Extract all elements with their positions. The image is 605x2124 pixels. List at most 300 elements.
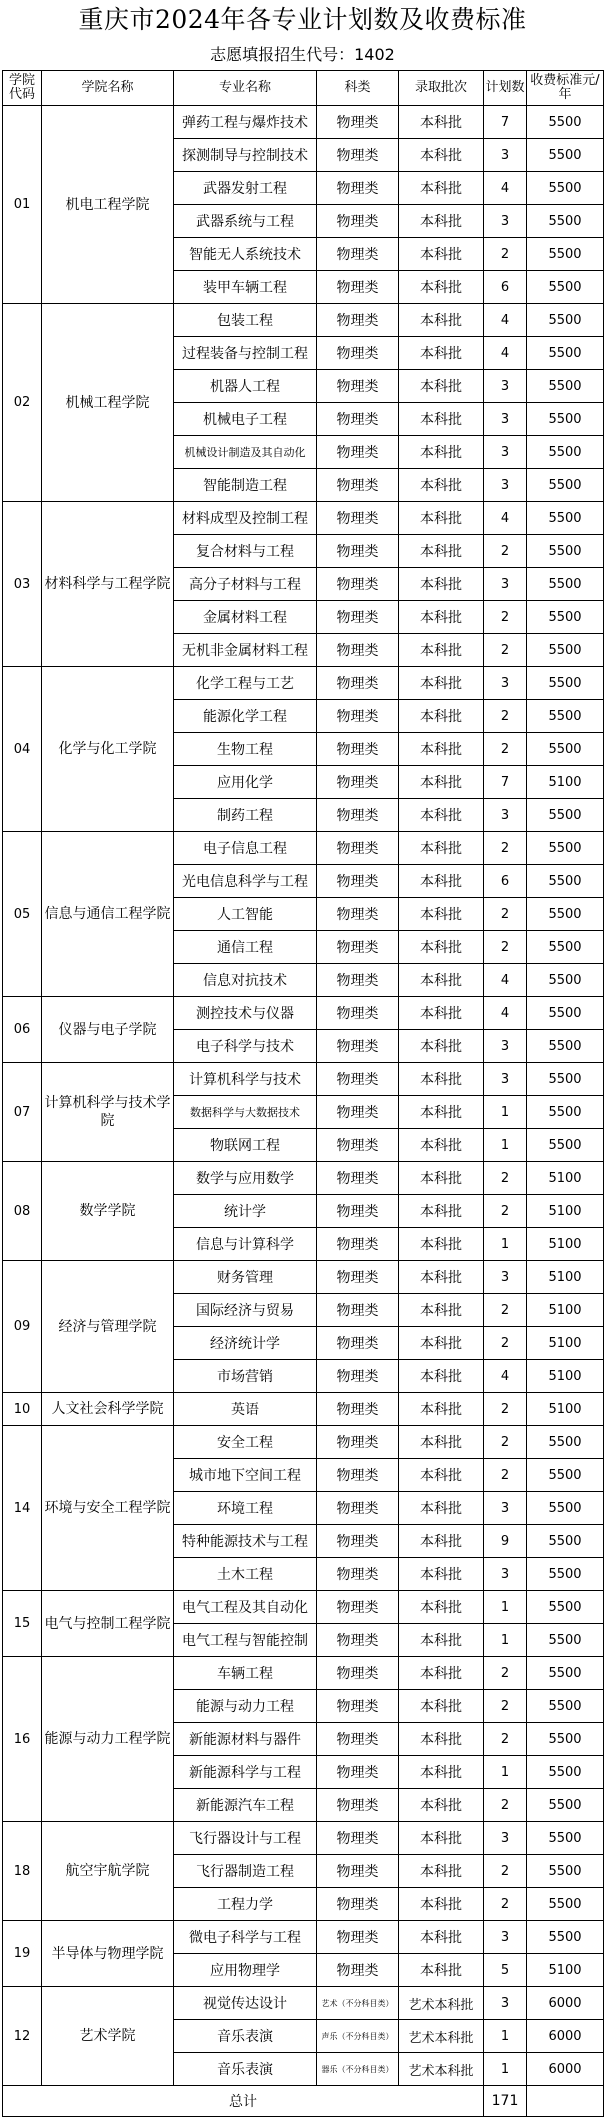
major-name: 经济统计学 xyxy=(174,1327,317,1360)
fee: 5500 xyxy=(527,469,604,502)
plan-count: 2 xyxy=(484,1393,527,1426)
college-code: 15 xyxy=(3,1591,42,1657)
category: 物理类 xyxy=(317,799,399,832)
major-name: 音乐表演 xyxy=(174,2053,317,2086)
plan-count: 1 xyxy=(484,1228,527,1261)
fee: 6000 xyxy=(527,2020,604,2053)
fee: 5500 xyxy=(527,667,604,700)
fee: 5500 xyxy=(527,964,604,997)
plan-count: 2 xyxy=(484,931,527,964)
plan-count: 3 xyxy=(484,1822,527,1855)
category: 物理类 xyxy=(317,601,399,634)
batch: 艺术本科批 xyxy=(399,1987,484,2020)
major-name: 新能源科学与工程 xyxy=(174,1756,317,1789)
category: 物理类 xyxy=(317,766,399,799)
category: 物理类 xyxy=(317,1492,399,1525)
batch: 本科批 xyxy=(399,370,484,403)
college-code: 01 xyxy=(3,106,42,304)
category: 物理类 xyxy=(317,1129,399,1162)
batch: 本科批 xyxy=(399,1195,484,1228)
batch: 本科批 xyxy=(399,1657,484,1690)
major-name: 智能制造工程 xyxy=(174,469,317,502)
major-name: 计算机科学与技术 xyxy=(174,1063,317,1096)
batch: 本科批 xyxy=(399,1426,484,1459)
fee: 5500 xyxy=(527,1492,604,1525)
category: 物理类 xyxy=(317,1624,399,1657)
fee: 5100 xyxy=(527,1327,604,1360)
plan-count: 2 xyxy=(484,700,527,733)
plan-count: 2 xyxy=(484,238,527,271)
major-name: 化学工程与工艺 xyxy=(174,667,317,700)
batch: 本科批 xyxy=(399,799,484,832)
plan-count: 3 xyxy=(484,568,527,601)
batch: 本科批 xyxy=(399,271,484,304)
fee: 5500 xyxy=(527,172,604,205)
plan-count: 1 xyxy=(484,1624,527,1657)
table-row xyxy=(3,997,604,1030)
document-subtitle: 志愿填报招生代号：1402 xyxy=(210,45,395,64)
plan-count: 3 xyxy=(484,667,527,700)
plan-count: 2 xyxy=(484,832,527,865)
fee: 6000 xyxy=(527,2053,604,2086)
category: 物理类 xyxy=(317,1888,399,1921)
category: 物理类 xyxy=(317,832,399,865)
category: 物理类 xyxy=(317,1228,399,1261)
major-name: 装甲车辆工程 xyxy=(174,271,317,304)
plan-count: 1 xyxy=(484,1756,527,1789)
category: 物理类 xyxy=(317,1921,399,1954)
fee: 5500 xyxy=(527,1822,604,1855)
category: 物理类 xyxy=(317,469,399,502)
plan-count: 3 xyxy=(484,1558,527,1591)
major-name: 通信工程 xyxy=(174,931,317,964)
major-name: 过程装备与控制工程 xyxy=(174,337,317,370)
college-name: 经济与管理学院 xyxy=(42,1261,174,1393)
plan-count: 3 xyxy=(484,1492,527,1525)
plan-count: 4 xyxy=(484,1360,527,1393)
plan-count: 2 xyxy=(484,535,527,568)
fee: 5500 xyxy=(527,238,604,271)
batch: 本科批 xyxy=(399,1525,484,1558)
plan-count: 4 xyxy=(484,964,527,997)
category: 物理类 xyxy=(317,1855,399,1888)
table-row xyxy=(3,1426,604,1459)
fee: 6000 xyxy=(527,1987,604,2020)
college-code: 05 xyxy=(3,832,42,997)
plan-count: 5 xyxy=(484,1954,527,1987)
category: 物理类 xyxy=(317,700,399,733)
fee: 5500 xyxy=(527,1888,604,1921)
category: 物理类 xyxy=(317,1789,399,1822)
major-name: 机械电子工程 xyxy=(174,403,317,436)
total-row xyxy=(3,2086,604,2117)
fee: 5100 xyxy=(527,1294,604,1327)
college-name: 人文社会科学学院 xyxy=(42,1393,174,1426)
batch: 本科批 xyxy=(399,1030,484,1063)
fee: 5500 xyxy=(527,139,604,172)
plan-count: 6 xyxy=(484,865,527,898)
major-name: 环境工程 xyxy=(174,1492,317,1525)
fee: 5500 xyxy=(527,799,604,832)
category: 物理类 xyxy=(317,1591,399,1624)
fee: 5100 xyxy=(527,1162,604,1195)
major-name: 能源化学工程 xyxy=(174,700,317,733)
plan-count: 3 xyxy=(484,1030,527,1063)
category: 物理类 xyxy=(317,1393,399,1426)
batch: 本科批 xyxy=(399,1261,484,1294)
fee: 5500 xyxy=(527,1030,604,1063)
fee: 5500 xyxy=(527,1921,604,1954)
plan-count: 3 xyxy=(484,205,527,238)
college-name: 化学与化工学院 xyxy=(42,667,174,832)
major-name: 电子科学与技术 xyxy=(174,1030,317,1063)
plan-count: 3 xyxy=(484,1921,527,1954)
plan-count: 4 xyxy=(484,304,527,337)
header-major-name: 专业名称 xyxy=(174,71,317,106)
table-row xyxy=(3,832,604,865)
major-name: 应用物理学 xyxy=(174,1954,317,1987)
major-name: 车辆工程 xyxy=(174,1657,317,1690)
fee: 5500 xyxy=(527,733,604,766)
plan-count: 3 xyxy=(484,1261,527,1294)
fee: 5500 xyxy=(527,535,604,568)
major-name: 能源与动力工程 xyxy=(174,1690,317,1723)
fee: 5500 xyxy=(527,1624,604,1657)
table-row xyxy=(3,1921,604,1954)
batch: 本科批 xyxy=(399,1228,484,1261)
table-row xyxy=(3,1657,604,1690)
college-name: 计算机科学与技术学院 xyxy=(42,1063,174,1162)
fee: 5500 xyxy=(527,865,604,898)
table-row xyxy=(3,106,604,139)
college-code: 16 xyxy=(3,1657,42,1822)
major-name: 新能源汽车工程 xyxy=(174,1789,317,1822)
batch: 本科批 xyxy=(399,667,484,700)
category: 物理类 xyxy=(317,337,399,370)
major-name: 飞行器制造工程 xyxy=(174,1855,317,1888)
document-title: 重庆市2024年各专业计划数及收费标准 xyxy=(78,5,527,34)
college-name: 信息与通信工程学院 xyxy=(42,832,174,997)
batch: 本科批 xyxy=(399,1822,484,1855)
major-name: 应用化学 xyxy=(174,766,317,799)
batch: 本科批 xyxy=(399,1162,484,1195)
category: 物理类 xyxy=(317,1030,399,1063)
batch: 本科批 xyxy=(399,205,484,238)
category: 物理类 xyxy=(317,1822,399,1855)
batch: 本科批 xyxy=(399,304,484,337)
plan-count: 2 xyxy=(484,1426,527,1459)
major-name: 电气工程与智能控制 xyxy=(174,1624,317,1657)
fee: 5500 xyxy=(527,271,604,304)
batch: 本科批 xyxy=(399,931,484,964)
category-note: 声乐（不分科目类） xyxy=(321,2031,394,2041)
plan-count: 7 xyxy=(484,766,527,799)
major-name: 生物工程 xyxy=(174,733,317,766)
category: 物理类 xyxy=(317,1096,399,1129)
fee: 5100 xyxy=(527,1393,604,1426)
category: 物理类 xyxy=(317,997,399,1030)
batch: 本科批 xyxy=(399,1360,484,1393)
fee: 5500 xyxy=(527,337,604,370)
batch: 本科批 xyxy=(399,997,484,1030)
plan-count: 2 xyxy=(484,1723,527,1756)
header-row xyxy=(3,71,604,106)
plan-count: 1 xyxy=(484,1129,527,1162)
fee: 5500 xyxy=(527,1756,604,1789)
plan-count: 2 xyxy=(484,1294,527,1327)
batch: 本科批 xyxy=(399,898,484,931)
college-code: 07 xyxy=(3,1063,42,1162)
plan-count: 2 xyxy=(484,1888,527,1921)
major-name: 无机非金属材料工程 xyxy=(174,634,317,667)
batch: 本科批 xyxy=(399,1459,484,1492)
table-row xyxy=(3,1393,604,1426)
major-name: 制药工程 xyxy=(174,799,317,832)
major-name: 信息对抗技术 xyxy=(174,964,317,997)
major-name: 材料成型及控制工程 xyxy=(174,502,317,535)
batch: 本科批 xyxy=(399,1855,484,1888)
category: 物理类 xyxy=(317,1261,399,1294)
major-name: 特种能源技术与工程 xyxy=(174,1525,317,1558)
batch: 本科批 xyxy=(399,1294,484,1327)
fee: 5100 xyxy=(527,1261,604,1294)
fee: 5100 xyxy=(527,1195,604,1228)
batch: 本科批 xyxy=(399,634,484,667)
batch: 本科批 xyxy=(399,1624,484,1657)
fee: 5500 xyxy=(527,832,604,865)
college-name: 材料科学与工程学院 xyxy=(42,502,174,667)
table-row xyxy=(3,1261,604,1294)
plan-count: 2 xyxy=(484,1459,527,1492)
category: 物理类 xyxy=(317,502,399,535)
major-name: 弹药工程与爆炸技术 xyxy=(174,106,317,139)
batch: 本科批 xyxy=(399,700,484,733)
college-name: 能源与动力工程学院 xyxy=(42,1657,174,1822)
plan-count: 3 xyxy=(484,799,527,832)
fee: 5500 xyxy=(527,1690,604,1723)
college-name: 半导体与物理学院 xyxy=(42,1921,174,1987)
category: 物理类 xyxy=(317,403,399,436)
major-name: 微电子科学与工程 xyxy=(174,1921,317,1954)
batch: 本科批 xyxy=(399,535,484,568)
batch: 本科批 xyxy=(399,403,484,436)
college-name: 仪器与电子学院 xyxy=(42,997,174,1063)
major-name: 视觉传达设计 xyxy=(174,1987,317,2020)
category: 物理类 xyxy=(317,271,399,304)
batch: 本科批 xyxy=(399,502,484,535)
major-name: 城市地下空间工程 xyxy=(174,1459,317,1492)
fee: 5500 xyxy=(527,1096,604,1129)
plan-count: 9 xyxy=(484,1525,527,1558)
batch: 本科批 xyxy=(399,1690,484,1723)
table-row xyxy=(3,304,604,337)
category: 物理类 xyxy=(317,436,399,469)
batch: 本科批 xyxy=(399,172,484,205)
fee: 5500 xyxy=(527,106,604,139)
total-value: 171 xyxy=(484,2086,527,2117)
major-name: 人工智能 xyxy=(174,898,317,931)
college-name: 机电工程学院 xyxy=(42,106,174,304)
major-name: 探测制导与控制技术 xyxy=(174,139,317,172)
fee: 5500 xyxy=(527,700,604,733)
table-row xyxy=(3,1162,604,1195)
fee: 5500 xyxy=(527,1855,604,1888)
table-row xyxy=(3,1822,604,1855)
fee: 5500 xyxy=(527,1591,604,1624)
plan-count: 2 xyxy=(484,1789,527,1822)
plan-count: 3 xyxy=(484,1987,527,2020)
fee: 5500 xyxy=(527,1459,604,1492)
plan-count: 4 xyxy=(484,997,527,1030)
major-name: 高分子材料与工程 xyxy=(174,568,317,601)
plan-count: 6 xyxy=(484,271,527,304)
category: 物理类 xyxy=(317,733,399,766)
plan-count: 2 xyxy=(484,634,527,667)
college-code: 10 xyxy=(3,1393,42,1426)
batch: 本科批 xyxy=(399,337,484,370)
fee: 5500 xyxy=(527,403,604,436)
category: 物理类 xyxy=(317,205,399,238)
table-row xyxy=(3,502,604,535)
category: 物理类 xyxy=(317,106,399,139)
category xyxy=(317,1987,399,2020)
fee: 5500 xyxy=(527,601,604,634)
major-name: 智能无人系统技术 xyxy=(174,238,317,271)
major-name: 机械设计制造及其自动化 xyxy=(174,436,317,469)
fee: 5500 xyxy=(527,436,604,469)
batch: 本科批 xyxy=(399,139,484,172)
fee: 5100 xyxy=(527,1360,604,1393)
plan-count: 3 xyxy=(484,436,527,469)
header-fee: 收费标准元/年 xyxy=(527,71,604,106)
major-name: 土木工程 xyxy=(174,1558,317,1591)
plan-count: 1 xyxy=(484,2053,527,2086)
plan-count: 1 xyxy=(484,1096,527,1129)
category: 物理类 xyxy=(317,1558,399,1591)
category xyxy=(317,2020,399,2053)
major-name: 包装工程 xyxy=(174,304,317,337)
plan-count: 2 xyxy=(484,1327,527,1360)
table-row xyxy=(3,1591,604,1624)
major-name: 数学与应用数学 xyxy=(174,1162,317,1195)
plan-count: 2 xyxy=(484,1690,527,1723)
college-code: 14 xyxy=(3,1426,42,1591)
category: 物理类 xyxy=(317,304,399,337)
batch: 本科批 xyxy=(399,1591,484,1624)
plan-count: 3 xyxy=(484,139,527,172)
major-name: 飞行器设计与工程 xyxy=(174,1822,317,1855)
fee: 5100 xyxy=(527,1228,604,1261)
batch: 本科批 xyxy=(399,1888,484,1921)
batch: 本科批 xyxy=(399,1789,484,1822)
batch: 本科批 xyxy=(399,469,484,502)
batch: 本科批 xyxy=(399,733,484,766)
major-name: 物联网工程 xyxy=(174,1129,317,1162)
fee: 5500 xyxy=(527,1525,604,1558)
category: 物理类 xyxy=(317,1690,399,1723)
major-name: 武器系统与工程 xyxy=(174,205,317,238)
category: 物理类 xyxy=(317,1657,399,1690)
header-college-name: 学院名称 xyxy=(42,71,174,106)
batch: 本科批 xyxy=(399,766,484,799)
category: 物理类 xyxy=(317,964,399,997)
college-name: 航空宇航学院 xyxy=(42,1822,174,1921)
fee: 5500 xyxy=(527,1063,604,1096)
major-name: 安全工程 xyxy=(174,1426,317,1459)
category: 物理类 xyxy=(317,865,399,898)
category: 物理类 xyxy=(317,1327,399,1360)
table-row xyxy=(3,1987,604,2020)
batch: 本科批 xyxy=(399,1393,484,1426)
college-name: 机械工程学院 xyxy=(42,304,174,502)
category: 物理类 xyxy=(317,1063,399,1096)
major-name: 市场营销 xyxy=(174,1360,317,1393)
category: 物理类 xyxy=(317,139,399,172)
batch: 本科批 xyxy=(399,106,484,139)
category: 物理类 xyxy=(317,1954,399,1987)
major-name: 光电信息科学与工程 xyxy=(174,865,317,898)
category: 物理类 xyxy=(317,931,399,964)
plan-count: 3 xyxy=(484,403,527,436)
total-label: 总计 xyxy=(3,2086,484,2117)
major-name: 英语 xyxy=(174,1393,317,1426)
plan-count: 4 xyxy=(484,502,527,535)
batch: 本科批 xyxy=(399,1327,484,1360)
plan-count: 2 xyxy=(484,601,527,634)
major-name: 国际经济与贸易 xyxy=(174,1294,317,1327)
category: 物理类 xyxy=(317,1195,399,1228)
category: 物理类 xyxy=(317,1426,399,1459)
plan-count: 2 xyxy=(484,1162,527,1195)
major-name: 金属材料工程 xyxy=(174,601,317,634)
table-row xyxy=(3,1063,604,1096)
college-code: 02 xyxy=(3,304,42,502)
plan-count: 4 xyxy=(484,172,527,205)
college-code: 09 xyxy=(3,1261,42,1393)
fee: 5100 xyxy=(527,1954,604,1987)
college-code: 03 xyxy=(3,502,42,667)
major-name: 工程力学 xyxy=(174,1888,317,1921)
plan-count: 1 xyxy=(484,1591,527,1624)
college-name: 艺术学院 xyxy=(42,1987,174,2086)
college-code: 04 xyxy=(3,667,42,832)
table-row xyxy=(3,667,604,700)
batch: 本科批 xyxy=(399,1063,484,1096)
category: 物理类 xyxy=(317,238,399,271)
category: 物理类 xyxy=(317,634,399,667)
batch: 本科批 xyxy=(399,1492,484,1525)
plan-count: 3 xyxy=(484,1063,527,1096)
batch: 本科批 xyxy=(399,865,484,898)
fee: 5500 xyxy=(527,997,604,1030)
college-name: 数学学院 xyxy=(42,1162,174,1261)
batch: 本科批 xyxy=(399,568,484,601)
fee: 5500 xyxy=(527,304,604,337)
major-name: 电气工程及其自动化 xyxy=(174,1591,317,1624)
college-code: 06 xyxy=(3,997,42,1063)
plan-table xyxy=(2,70,604,2117)
plan-count: 1 xyxy=(484,2020,527,2053)
major-name: 音乐表演 xyxy=(174,2020,317,2053)
fee: 5500 xyxy=(527,1657,604,1690)
category: 物理类 xyxy=(317,898,399,931)
fee: 5500 xyxy=(527,1789,604,1822)
batch: 本科批 xyxy=(399,1558,484,1591)
fee: 5500 xyxy=(527,1558,604,1591)
header-plan-count: 计划数 xyxy=(484,71,527,106)
major-name: 信息与计算科学 xyxy=(174,1228,317,1261)
batch: 本科批 xyxy=(399,1129,484,1162)
